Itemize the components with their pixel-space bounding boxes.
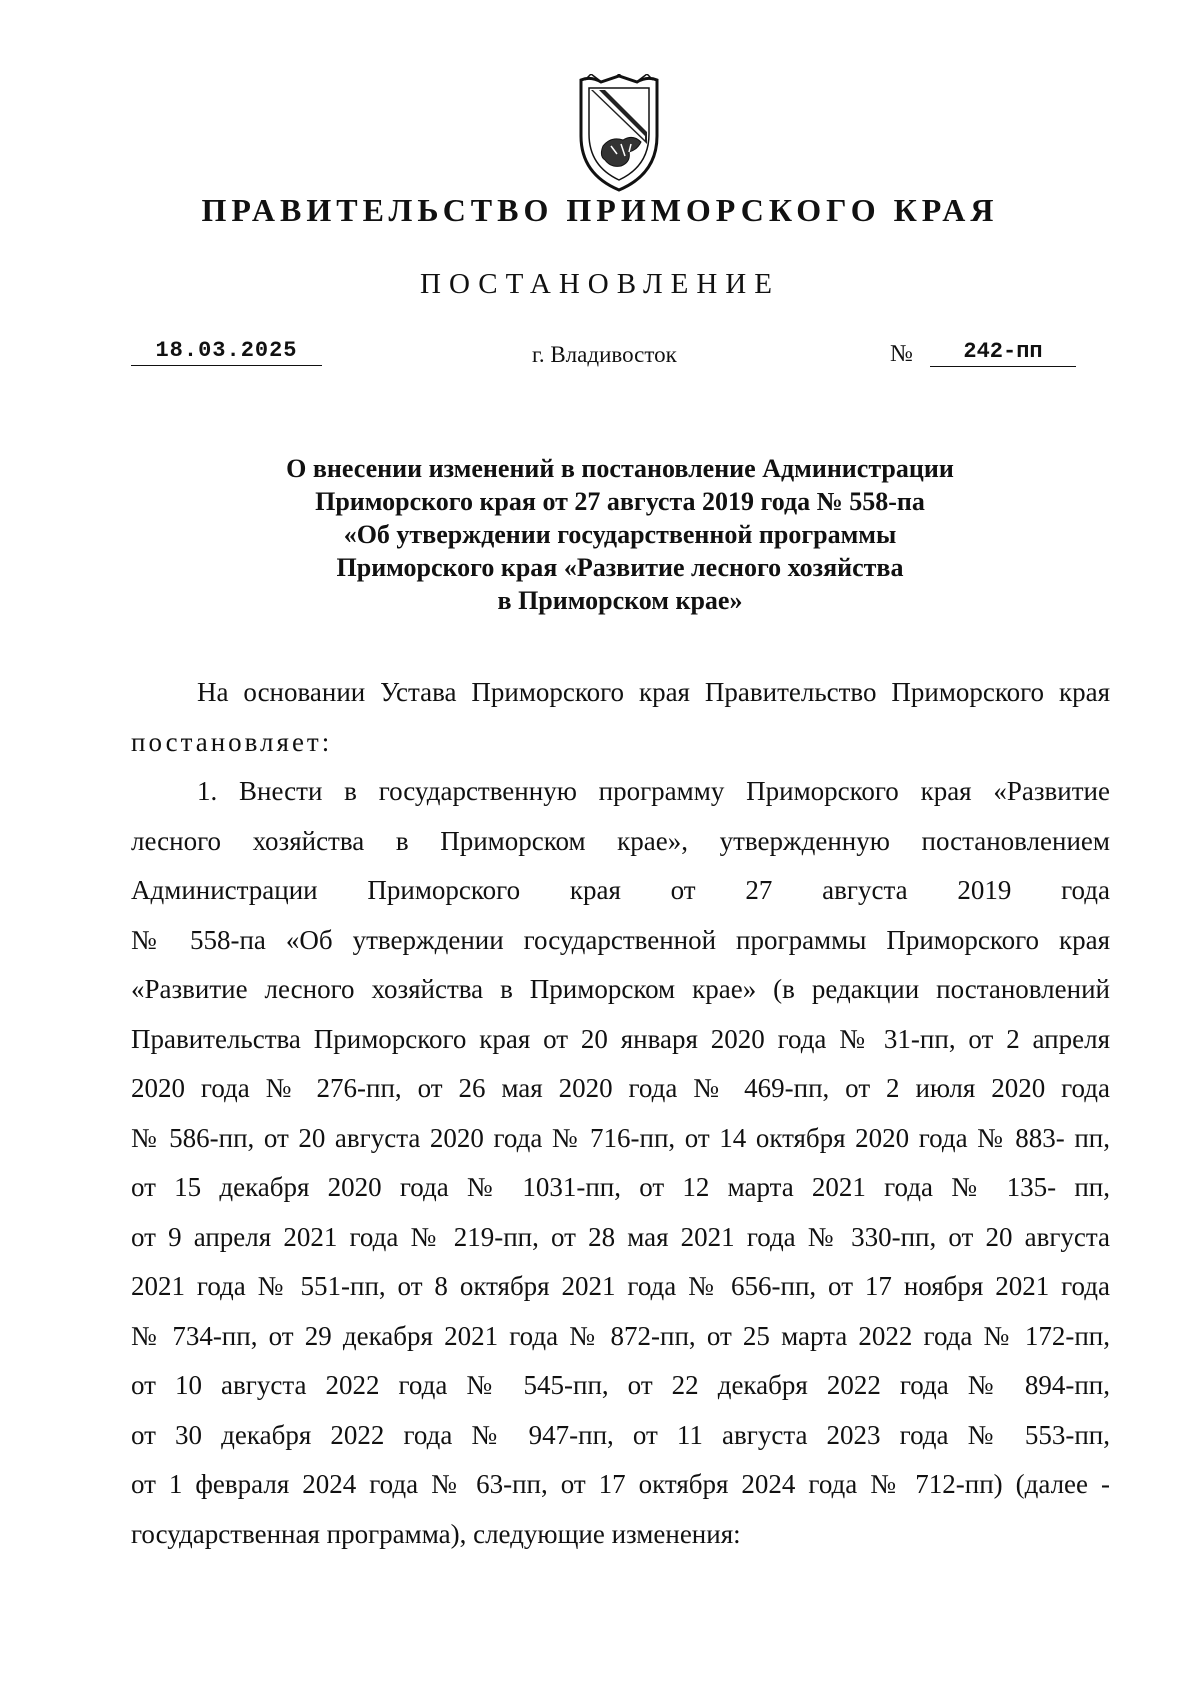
body-line: № 558-па «Об утверждении государственной программы Приморского края [131,924,1110,955]
document-date: 18.03.2025 [131,337,322,366]
heading-line: «Об утверждении государственной программы [343,520,897,549]
body-line: лесного хозяйства в Приморском крае», утвержденную постановлением [131,825,1110,856]
body-line: Администрации Приморского края от 27 августа 2019 года [131,875,1110,905]
body-line: от 30 декабря 2022 года № 947-пп, от 11 августа 2023 года № 553-пп, [131,1419,1110,1450]
document-number: 242-пп [930,338,1076,367]
document-type: ПОСТАНОВЛЕНИЕ [420,268,780,300]
heading-line: в Приморском крае» [497,586,743,615]
body-line: от 1 февраля 2024 года № 63-пп, от 17 октября 2024 года № 712-пп) (далее - [131,1469,1110,1499]
body-line: № 586-пп, от 20 августа 2020 года № 716-пп, от 14 октября 2020 года № 883- пп, [131,1122,1110,1153]
body-line: 2020 года № 276-пп, от 26 мая 2020 года № 469-пп, от 2 июля 2020 года [131,1073,1110,1103]
document-body [131,668,1110,1559]
body-line: На основании Устава Приморского края Правительство Приморского края [197,677,1110,707]
body-line: № 734-пп, от 29 декабря 2021 года № 872-пп, от 25 марта 2022 года № 172-пп, [131,1320,1110,1351]
heading-line: Приморского края «Развитие лесного хозяйства [336,553,904,582]
document-city: г. Владивосток [532,342,677,367]
document-heading [0,452,1200,617]
body-line: от 15 декабря 2020 года № 1031-пп, от 12 марта 2021 года № 135- пп, [131,1172,1110,1202]
body-line: 2021 года № 551-пп, от 8 октября 2021 года № 656-пп, от 17 ноября 2021 года [131,1271,1110,1301]
number-label: № [890,341,913,367]
body-line: от 10 августа 2022 года № 545-пп, от 22 декабря 2022 года № 894-пп, [131,1370,1110,1400]
body-line: Правительства Приморского края от 20 января 2020 года № 31-пп, от 2 апреля [131,1023,1110,1054]
heading-line: Приморского края от 27 августа 2019 года № 558-па [315,487,925,516]
body-line: постановляет: [131,726,333,757]
government-title: ПРАВИТЕЛЬСТВО ПРИМОРСКОГО КРАЯ [201,192,999,228]
heading-line: О внесении изменений в постановление Администрации [286,454,954,483]
body-line: от 9 апреля 2021 года № 219-пп, от 28 мая 2021 года № 330-пп, от 20 августа [131,1221,1110,1252]
coat-of-arms-icon [571,74,667,194]
body-line: государственная программа), следующие изменения: [131,1518,741,1549]
body-line: «Развитие лесного хозяйства в Приморском крае» (в редакции постановлений [131,974,1110,1004]
body-line: 1. Внести в государственную программу Приморского края «Развитие [197,776,1110,806]
